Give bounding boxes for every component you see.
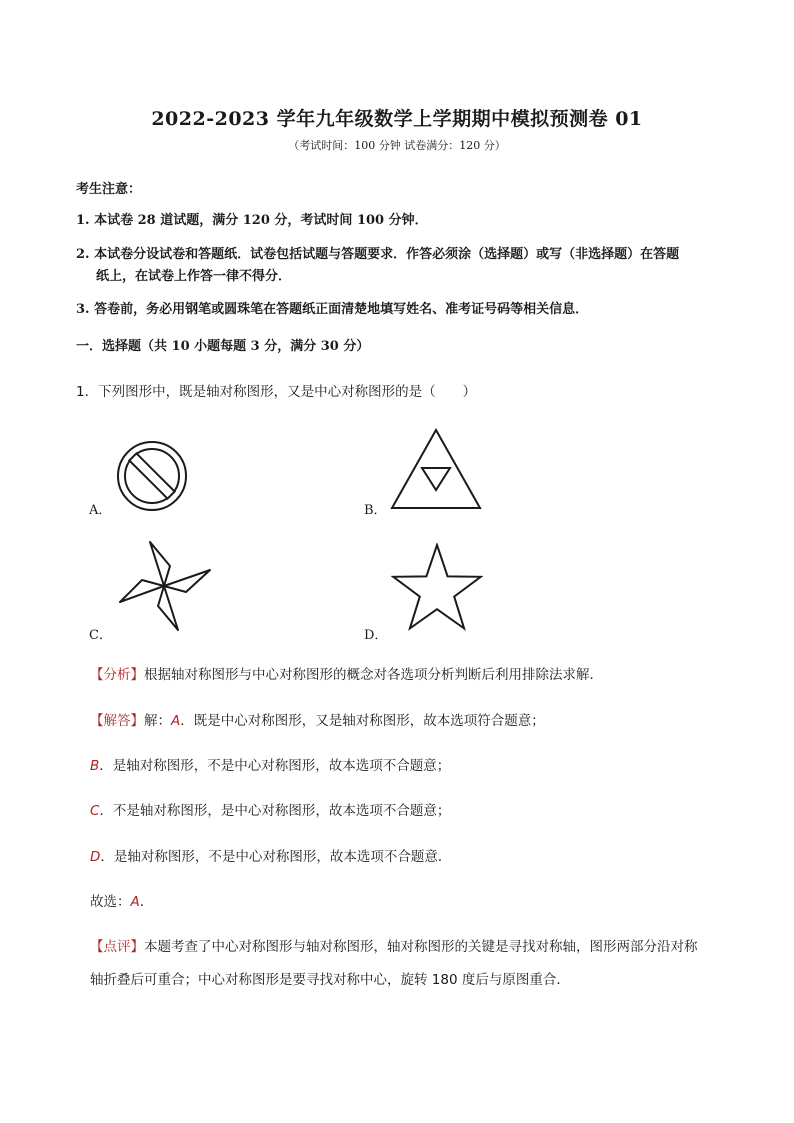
answer-b-letter: B bbox=[90, 758, 100, 774]
exam-info: （考试时间：100 分钟 试卷满分：120 分） bbox=[288, 139, 506, 152]
answer-a-text: ．既是中心对称图形，又是轴对称图形，故本选项符合题意； bbox=[180, 713, 545, 729]
answer-c-text: ．不是轴对称图形，是中心对称图形，故本选项不合题意； bbox=[99, 803, 451, 819]
option-d-label: D． bbox=[364, 628, 388, 643]
answer-b-line bbox=[90, 754, 450, 774]
answer-intro: 解： bbox=[144, 713, 171, 729]
comment-tag: 【点评】 bbox=[90, 939, 144, 955]
answer-c-line bbox=[90, 799, 450, 819]
question-stem: 1．下列图形中，既是轴对称图形，又是中心对称图形的是（ ） bbox=[76, 384, 477, 400]
analysis-text: 根据轴对称图形与中心对称图形的概念对各选项分析判断后利用排除法求解． bbox=[144, 667, 603, 683]
choice-letter: A bbox=[130, 894, 140, 910]
answer-a-letter: A bbox=[171, 713, 181, 729]
choice-prefix: 故选： bbox=[90, 894, 131, 910]
option-b-label: B． bbox=[364, 503, 387, 518]
answer-d-line bbox=[90, 845, 451, 865]
no-entry-circle-icon bbox=[112, 436, 192, 516]
notice-heading: 考生注意： bbox=[76, 182, 142, 197]
answer-d-text: ．是轴对称图形，不是中心对称图形，故本选项不合题意． bbox=[100, 849, 452, 865]
triangle-in-triangle-icon bbox=[390, 428, 482, 510]
option-c-label: C． bbox=[89, 628, 112, 643]
page-title: 2022-2023 学年九年级数学上学期期中模拟预测卷 01 bbox=[151, 108, 643, 130]
answer-c-letter: C bbox=[90, 803, 100, 819]
star-icon bbox=[391, 543, 483, 635]
answer-line bbox=[90, 709, 545, 729]
answer-d-letter: D bbox=[90, 849, 101, 865]
notice-item-3: 3. 答卷前，务必用钢笔或圆珠笔在答题纸正面清楚地填写姓名、准考证号码等相关信息． bbox=[76, 302, 589, 317]
analysis-tag: 【分析】 bbox=[90, 667, 144, 683]
option-a-label: A． bbox=[89, 503, 112, 518]
comment-line-1 bbox=[90, 935, 698, 955]
choice-suffix: ． bbox=[139, 894, 154, 910]
comment-text-1: 本题考查了中心对称图形与轴对称图形，轴对称图形的关键是寻找对称轴，图形两部分沿对称 bbox=[144, 939, 698, 955]
notice-item-2-cont: 纸上，在试卷上作答一律不得分． bbox=[96, 269, 292, 284]
answer-b-text: ．是轴对称图形，不是中心对称图形，故本选项不合题意； bbox=[99, 758, 451, 774]
answer-tag: 【解答】 bbox=[90, 713, 144, 729]
analysis-line bbox=[90, 663, 603, 683]
notice-item-1: 1. 本试卷 28 道试题，满分 120 分，考试时间 100 分钟． bbox=[76, 213, 428, 228]
comment-line-2: 轴折叠后可重合；中心对称图形是要寻找对称中心，旋转 180 度后与原图重合． bbox=[90, 972, 570, 988]
final-choice bbox=[90, 890, 153, 910]
pinwheel-icon bbox=[116, 540, 216, 634]
section-heading: 一．选择题（共 10 小题每题 3 分，满分 30 分） bbox=[76, 339, 370, 354]
notice-item-2: 2. 本试卷分设试卷和答题纸．试卷包括试题与答题要求．作答必须涂（选择题）或写（非选择题）在答题 bbox=[76, 247, 680, 262]
